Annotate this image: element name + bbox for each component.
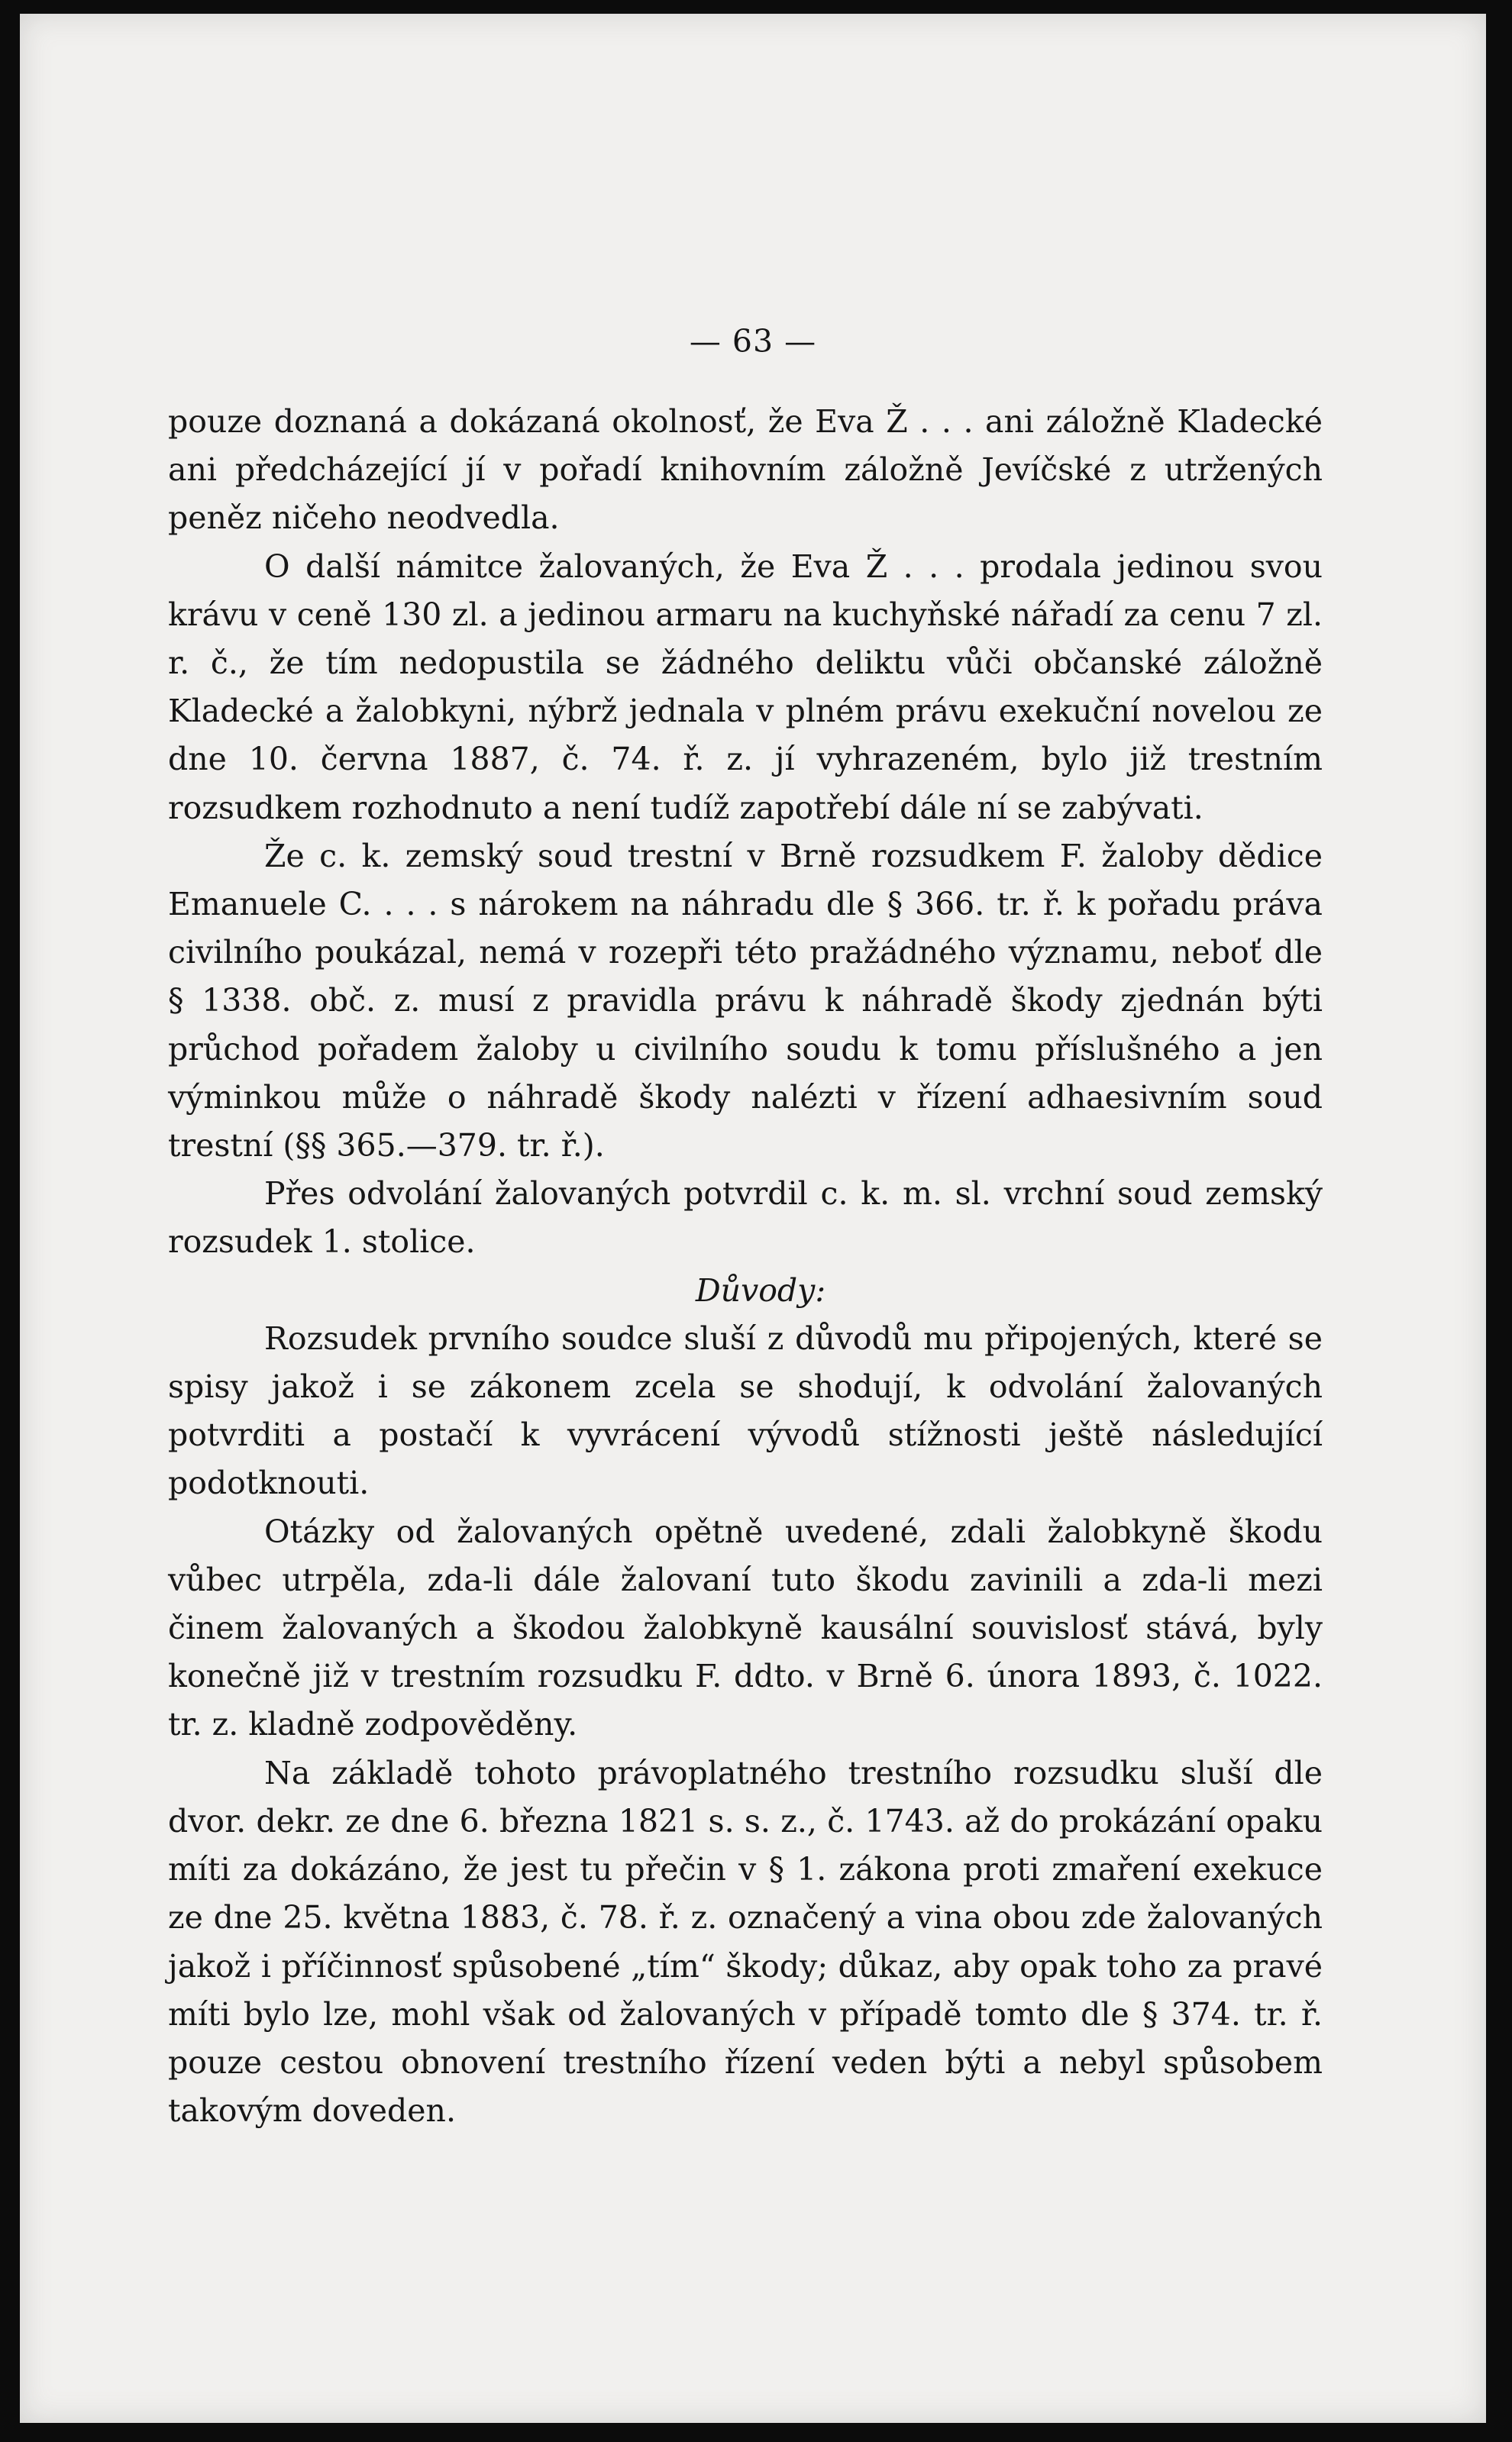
paragraph: Že c. k. zemský soud trestní v Brně rozsudkem F. žaloby dědice Emanuele C. . . . s nárokem na náhradu dle § 366. tr. ř. k pořadu práva civilního poukázal, nemá v rozepři této pražádného významu, neboť dle § 1338. obč. z. musí z pravidla právu k náhradě škody zjednán býti průchod pořadem žaloby u civilního soudu k tomu příslušného a jen výminkou může o náhradě škody nalézti v řízení adhaesivním soud trestní (§§ 365.—379. tr. ř.).	[168, 837, 1323, 1164]
paragraph: Na základě tohoto právoplatného trestního rozsudku sluší dle dvor. dekr. ze dne 6. března 1821 s. s. z., č. 1743. až do prokázání opaku míti za dokázáno, že jest tu přečin v § 1. zákona proti zmaření exekuce ze dne 25. května 1883, č. 78. ř. z. označený a vina obou zde žalovaných jakož i příčinnosť spůsobené „tím“ škody; důkaz, aby opak toho za pravé míti bylo lze, mohl však od žalovaných v případě tomto dle § 374. tr. ř. pouze cestou obnovení trestního řízení veden býti a nebyl spůsobem takovým doveden.	[168, 1754, 1323, 2130]
page-body	[168, 398, 1323, 2135]
paragraph: pouze doznaná a dokázaná okolnosť, že Eva Ž . . . ani záložně Kladecké ani předcházející jí v pořadí knihovním záložně Jevíčské z utržených peněz ničeho neodvedla.	[168, 403, 1323, 537]
book-page	[20, 14, 1486, 2423]
section-heading: Důvody:	[695, 1271, 826, 1309]
page-number: — 63 —	[689, 323, 817, 360]
paragraph: O další námitce žalovaných, že Eva Ž . . . prodala jedinou svou krávu v ceně 130 zl. a jedinou armaru na kuchyňské nářadí za cenu 7 zl. r. č., že tím nedopustila se žádného deliktu vůči občanské záložně Kladecké a žalobkyni, nýbrž jednala v plném právu exekuční novelou ze dne 10. června 1887, č. 74. ř. z. jí vyhrazeném, bylo již trestním rozsudkem rozhodnuto a není tudíž zapotřebí dále ní se zabývati.	[168, 548, 1323, 826]
paragraph: Přes odvolání žalovaných potvrdil c. k. m. sl. vrchní soud zemský rozsudek 1. stolice.	[168, 1175, 1323, 1261]
paragraph: Otázky od žalovaných opětně uvedené, zdali žalobkyně škodu vůbec utrpěla, zda-li dále žalovaní tuto škodu zavinili a zda-li mezi činem žalovaných a škodou žalobkyně kausální souvislosť stává, byly konečně již v trestním rozsudku F. ddto. v Brně 6. února 1893, č. 1022. tr. z. kladně zodpověděny.	[168, 1513, 1323, 1743]
paragraph: Rozsudek prvního soudce sluší z důvodů mu připojených, které se spisy jakož i se zákonem zcela se shodují, k odvolání žalovaných potvrditi a postačí k vyvrácení vývodů stížnosti ještě následující podotknouti.	[168, 1320, 1323, 1502]
